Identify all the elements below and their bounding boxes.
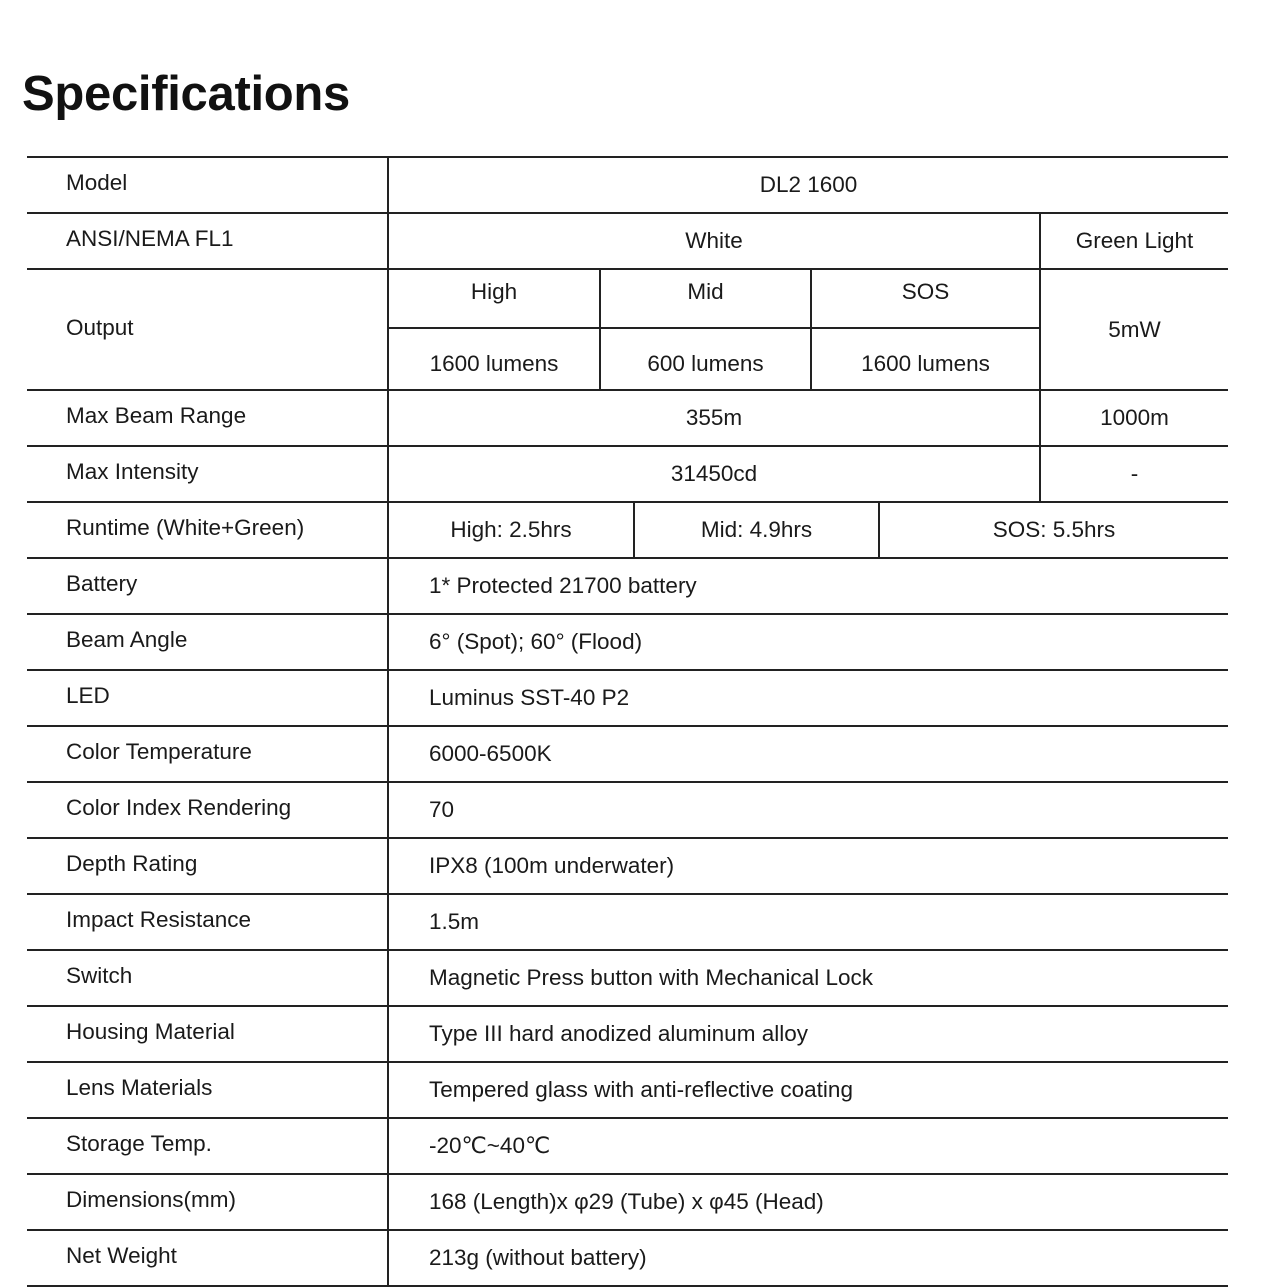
spec-label: LED bbox=[27, 670, 388, 726]
spec-label: Depth Rating bbox=[27, 838, 388, 894]
output-green-value: 5mW bbox=[1040, 269, 1228, 390]
spec-value: 1.5m bbox=[388, 894, 1228, 950]
spec-label: Max Beam Range bbox=[27, 390, 388, 446]
ansi-white-header: White bbox=[388, 213, 1040, 269]
output-lumens-sos: 1600 lumens bbox=[811, 328, 1040, 390]
spec-row-color-temperature bbox=[27, 726, 1228, 782]
spec-row-color-index bbox=[27, 782, 1228, 838]
output-mode-sos: SOS bbox=[811, 269, 1040, 328]
spec-label: Storage Temp. bbox=[27, 1118, 388, 1174]
beam-range-white: 355m bbox=[388, 390, 1040, 446]
spec-label: Model bbox=[27, 157, 388, 213]
spec-label: Lens Materials bbox=[27, 1062, 388, 1118]
spec-row-net-weight bbox=[27, 1230, 1228, 1286]
page-title: Specifications bbox=[22, 67, 351, 121]
spec-value: 168 (Length)x φ29 (Tube) x φ45 (Head) bbox=[388, 1174, 1228, 1230]
spec-value: -20℃~40℃ bbox=[388, 1118, 1228, 1174]
spec-label: ANSI/NEMA FL1 bbox=[27, 213, 388, 269]
intensity-green: - bbox=[1040, 446, 1228, 502]
spec-row-ansi bbox=[27, 213, 1228, 269]
spec-value: 1* Protected 21700 battery bbox=[388, 558, 1228, 614]
spec-label: Max Intensity bbox=[27, 446, 388, 502]
spec-value: Tempered glass with anti-reflective coating bbox=[388, 1062, 1228, 1118]
spec-label: Dimensions(mm) bbox=[27, 1174, 388, 1230]
spec-row-intensity bbox=[27, 446, 1228, 502]
spec-label: Output bbox=[27, 269, 388, 390]
spec-row-lens-materials bbox=[27, 1062, 1228, 1118]
output-lumens-mid: 600 lumens bbox=[600, 328, 811, 390]
spec-value: 6° (Spot); 60° (Flood) bbox=[388, 614, 1228, 670]
spec-label: Impact Resistance bbox=[27, 894, 388, 950]
spec-row-impact-resistance bbox=[27, 894, 1228, 950]
spec-label: Color Temperature bbox=[27, 726, 388, 782]
spec-value: Type III hard anodized aluminum alloy bbox=[388, 1006, 1228, 1062]
output-mode-high: High bbox=[388, 269, 600, 328]
spec-row-model bbox=[27, 157, 1228, 213]
spec-value: 6000-6500K bbox=[388, 726, 1228, 782]
spec-row-storage-temp bbox=[27, 1118, 1228, 1174]
spec-row-beam-range bbox=[27, 390, 1228, 446]
spec-label: Battery bbox=[27, 558, 388, 614]
spec-label: Runtime (White+Green) bbox=[27, 502, 388, 558]
intensity-white: 31450cd bbox=[388, 446, 1040, 502]
output-mode-mid: Mid bbox=[600, 269, 811, 328]
specifications-table bbox=[27, 156, 1228, 1287]
spec-value: Luminus SST-40 P2 bbox=[388, 670, 1228, 726]
spec-row-runtime bbox=[27, 502, 1228, 558]
spec-value: Magnetic Press button with Mechanical Lock bbox=[388, 950, 1228, 1006]
spec-value: DL2 1600 bbox=[388, 157, 1228, 213]
spec-label: Switch bbox=[27, 950, 388, 1006]
spec-row-housing-material bbox=[27, 1006, 1228, 1062]
runtime-mid: Mid: 4.9hrs bbox=[634, 502, 879, 558]
spec-row-depth-rating bbox=[27, 838, 1228, 894]
output-lumens-high: 1600 lumens bbox=[388, 328, 600, 390]
spec-row-output-modes bbox=[27, 269, 1228, 328]
spec-label: Housing Material bbox=[27, 1006, 388, 1062]
ansi-green-header: Green Light bbox=[1040, 213, 1228, 269]
spec-row-dimensions bbox=[27, 1174, 1228, 1230]
spec-row-battery bbox=[27, 558, 1228, 614]
spec-row-beam-angle bbox=[27, 614, 1228, 670]
spec-value: 213g (without battery) bbox=[388, 1230, 1228, 1286]
spec-label: Beam Angle bbox=[27, 614, 388, 670]
spec-value: IPX8 (100m underwater) bbox=[388, 838, 1228, 894]
runtime-high: High: 2.5hrs bbox=[388, 502, 634, 558]
spec-row-switch bbox=[27, 950, 1228, 1006]
spec-value: 70 bbox=[388, 782, 1228, 838]
beam-range-green: 1000m bbox=[1040, 390, 1228, 446]
runtime-sos: SOS: 5.5hrs bbox=[879, 502, 1228, 558]
spec-row-led bbox=[27, 670, 1228, 726]
spec-label: Net Weight bbox=[27, 1230, 388, 1286]
spec-label: Color Index Rendering bbox=[27, 782, 388, 838]
